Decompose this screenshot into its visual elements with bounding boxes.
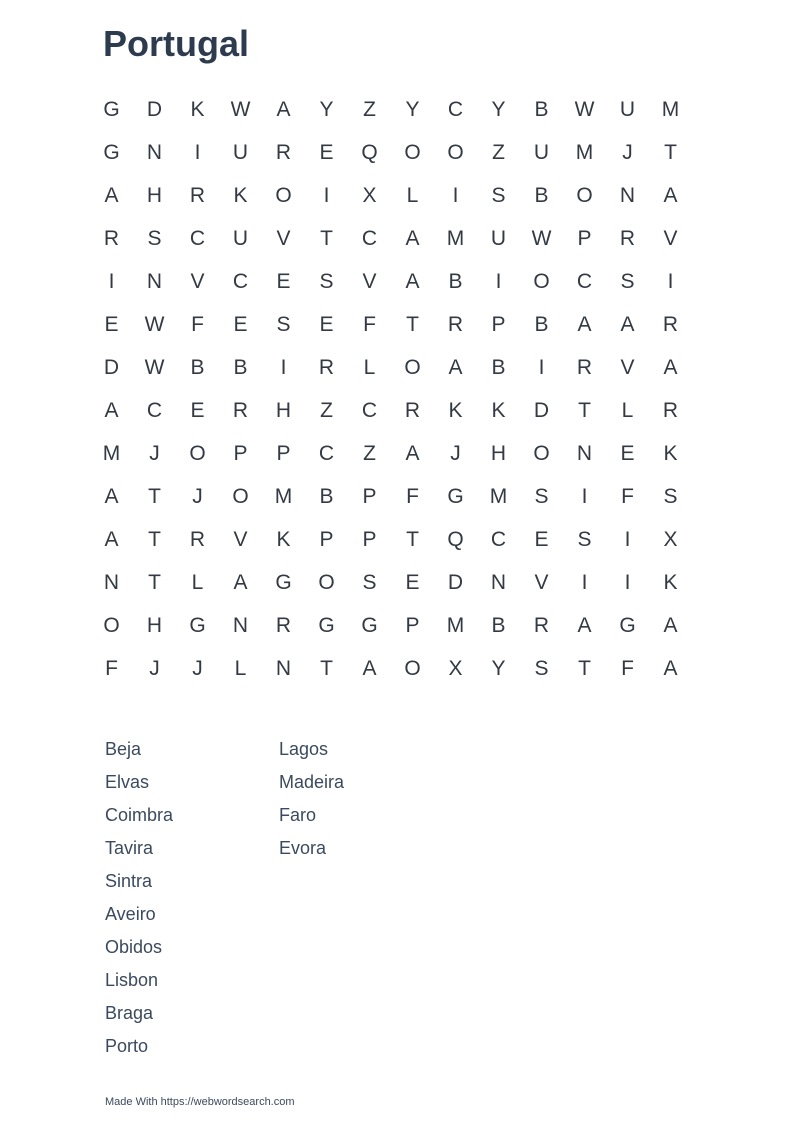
word-list-item: Porto [105, 1036, 149, 1056]
grid-letter: N [576, 441, 593, 465]
grid-letter: I [538, 355, 545, 379]
grid-letter: R [404, 398, 421, 422]
grid-letter: S [319, 269, 334, 293]
grid-letter: T [578, 398, 591, 422]
grid-letter: G [275, 570, 292, 594]
grid-letter: O [404, 656, 421, 680]
grid-letter: A [663, 656, 678, 680]
grid-letter: I [624, 527, 631, 551]
grid-letter: I [323, 183, 330, 207]
grid-letter: E [534, 527, 549, 551]
grid-letter: X [362, 183, 377, 207]
grid-letter: B [534, 312, 549, 336]
grid-letter: O [189, 441, 206, 465]
grid-letter: G [103, 97, 120, 121]
grid-letter: I [624, 570, 631, 594]
grid-letter: Y [491, 656, 506, 680]
grid-letter: L [406, 183, 419, 207]
grid-letter: D [533, 398, 550, 422]
grid-letter: B [534, 97, 549, 121]
grid-letter: G [318, 613, 335, 637]
grid-letter: O [232, 484, 249, 508]
grid-letter: M [446, 613, 465, 637]
grid-letter: H [275, 398, 292, 422]
grid-letter: O [533, 269, 550, 293]
grid-letter: P [491, 312, 506, 336]
word-list-item: Lisbon [105, 970, 159, 990]
grid-letter: I [667, 269, 674, 293]
grid-letter: W [574, 97, 595, 121]
word-list-item: Aveiro [105, 904, 156, 924]
grid-letter: X [663, 527, 678, 551]
grid-letter: J [192, 656, 203, 680]
grid-letter: R [662, 312, 679, 336]
grid-letter: T [148, 484, 161, 508]
word-list-item: Tavira [105, 838, 154, 858]
grid-letter: C [318, 441, 335, 465]
grid-letter: A [448, 355, 463, 379]
grid-letter: P [405, 613, 420, 637]
grid-letter: A [577, 312, 592, 336]
grid-letter: G [447, 484, 464, 508]
grid-letter: K [233, 183, 248, 207]
grid-letter: A [663, 355, 678, 379]
grid-letter: K [448, 398, 463, 422]
grid-letter: W [230, 97, 251, 121]
grid-letter: H [490, 441, 507, 465]
grid-letter: T [406, 312, 419, 336]
grid-letter: S [663, 484, 678, 508]
grid-letter: V [276, 226, 291, 250]
grid-letter: E [190, 398, 205, 422]
grid-letter: I [452, 183, 459, 207]
grid-letter: M [102, 441, 121, 465]
grid-letter: W [531, 226, 552, 250]
word-list-item: Evora [279, 838, 327, 858]
grid-letter: E [319, 312, 334, 336]
grid-letter: P [276, 441, 291, 465]
grid-letter: R [232, 398, 249, 422]
grid-letter: C [447, 97, 464, 121]
grid-letter: A [233, 570, 248, 594]
grid-letter: D [146, 97, 163, 121]
grid-letter: L [191, 570, 204, 594]
word-list-item: Madeira [279, 772, 345, 792]
grid-letter: A [663, 183, 678, 207]
grid-letter: T [578, 656, 591, 680]
grid-letter: R [533, 613, 550, 637]
grid-letter: N [146, 269, 163, 293]
grid-letter: M [489, 484, 508, 508]
grid-letter: M [575, 140, 594, 164]
grid-letter: I [581, 570, 588, 594]
grid-letter: F [621, 484, 634, 508]
word-list-item: Faro [279, 805, 317, 825]
grid-letter: I [495, 269, 502, 293]
grid-letter: N [103, 570, 120, 594]
grid-letter: F [406, 484, 419, 508]
grid-letter: F [363, 312, 376, 336]
grid-letter: E [620, 441, 635, 465]
grid-letter: R [103, 226, 120, 250]
grid-letter: K [190, 97, 205, 121]
grid-letter: R [189, 183, 206, 207]
grid-letter: X [448, 656, 463, 680]
grid-letter: U [232, 226, 249, 250]
grid-letter: B [233, 355, 248, 379]
grid-letter: R [447, 312, 464, 336]
grid-letter: F [191, 312, 204, 336]
grid-letter: N [275, 656, 292, 680]
grid-letter: T [320, 656, 333, 680]
grid-letter: A [405, 269, 420, 293]
grid-letter: S [276, 312, 291, 336]
grid-letter: P [319, 527, 334, 551]
word-list-item: Obidos [105, 937, 163, 957]
grid-letter: C [232, 269, 249, 293]
grid-letter: R [275, 613, 292, 637]
grid-letter: U [490, 226, 507, 250]
grid-letter: A [104, 527, 119, 551]
grid-letter: V [362, 269, 377, 293]
grid-letter: A [362, 656, 377, 680]
grid-letter: G [361, 613, 378, 637]
grid-letter: I [581, 484, 588, 508]
grid-letter: A [620, 312, 635, 336]
grid-letter: A [104, 183, 119, 207]
grid-letter: O [318, 570, 335, 594]
grid-letter: O [576, 183, 593, 207]
grid-letter: P [233, 441, 248, 465]
word-list-item: Coimbra [105, 805, 174, 825]
grid-letter: V [233, 527, 248, 551]
grid-letter: T [148, 527, 161, 551]
grid-letter: K [663, 441, 678, 465]
word-list-item: Elvas [105, 772, 150, 792]
grid-letter: T [406, 527, 419, 551]
grid-letter: U [232, 140, 249, 164]
grid-letter: A [663, 613, 678, 637]
grid-letter: M [274, 484, 293, 508]
letter-grid [90, 88, 692, 690]
grid-letter: K [663, 570, 678, 594]
grid-letter: J [192, 484, 203, 508]
grid-letter: C [189, 226, 206, 250]
grid-letter: E [233, 312, 248, 336]
grid-letter: G [619, 613, 636, 637]
grid-letter: V [663, 226, 678, 250]
grid-letter: A [104, 398, 119, 422]
grid-letter: Y [319, 97, 334, 121]
grid-letter: R [619, 226, 636, 250]
grid-letter: Y [491, 97, 506, 121]
grid-letter: R [275, 140, 292, 164]
grid-letter: R [576, 355, 593, 379]
grid-letter: C [146, 398, 163, 422]
grid-letter: K [491, 398, 506, 422]
grid-letter: B [534, 183, 549, 207]
grid-letter: C [490, 527, 507, 551]
grid-letter: U [619, 97, 636, 121]
grid-letter: B [319, 484, 334, 508]
grid-letter: J [149, 656, 160, 680]
grid-letter: V [190, 269, 205, 293]
grid-letter: I [108, 269, 115, 293]
grid-letter: B [190, 355, 205, 379]
grid-letter: A [104, 484, 119, 508]
word-list-item: Beja [105, 739, 142, 759]
grid-letter: O [533, 441, 550, 465]
grid-letter: P [362, 484, 377, 508]
grid-letter: T [320, 226, 333, 250]
grid-letter: P [362, 527, 377, 551]
grid-letter: R [662, 398, 679, 422]
grid-letter: L [234, 656, 247, 680]
grid-letter: W [144, 355, 165, 379]
grid-letter: F [621, 656, 634, 680]
grid-letter: I [194, 140, 201, 164]
grid-letter: E [104, 312, 119, 336]
grid-letter: A [405, 441, 420, 465]
grid-letter: V [534, 570, 549, 594]
grid-letter: N [146, 140, 163, 164]
word-list [105, 736, 453, 1066]
grid-letter: Z [363, 441, 376, 465]
grid-letter: H [146, 183, 163, 207]
grid-letter: O [275, 183, 292, 207]
grid-letter: E [319, 140, 334, 164]
grid-letter: Y [405, 97, 420, 121]
grid-letter: G [189, 613, 206, 637]
grid-letter: N [490, 570, 507, 594]
grid-letter: M [446, 226, 465, 250]
grid-letter: R [189, 527, 206, 551]
grid-letter: P [577, 226, 592, 250]
grid-letter: V [620, 355, 635, 379]
grid-letter: N [619, 183, 636, 207]
page-title: Portugal [103, 23, 250, 64]
grid-letter: D [103, 355, 120, 379]
grid-letter: S [491, 183, 506, 207]
grid-letter: T [148, 570, 161, 594]
grid-letter: S [534, 656, 549, 680]
grid-letter: O [103, 613, 120, 637]
grid-letter: S [362, 570, 377, 594]
grid-letter: C [361, 398, 378, 422]
grid-letter: J [622, 140, 633, 164]
grid-letter: B [491, 355, 506, 379]
grid-letter: H [146, 613, 163, 637]
grid-letter: B [491, 613, 506, 637]
grid-letter: A [276, 97, 291, 121]
grid-letter: L [363, 355, 376, 379]
grid-letter: C [361, 226, 378, 250]
grid-letter: B [448, 269, 463, 293]
grid-letter: C [576, 269, 593, 293]
grid-letter: O [404, 140, 421, 164]
grid-letter: O [447, 140, 464, 164]
grid-letter: E [276, 269, 291, 293]
grid-letter: G [103, 140, 120, 164]
word-list-item: Braga [105, 1003, 154, 1023]
grid-letter: J [149, 441, 160, 465]
grid-letter: W [144, 312, 165, 336]
grid-letter: S [577, 527, 592, 551]
grid-letter: A [577, 613, 592, 637]
word-list-item: Sintra [105, 871, 153, 891]
grid-letter: Q [361, 140, 378, 164]
grid-letter: S [620, 269, 635, 293]
grid-letter: Z [320, 398, 333, 422]
grid-letter: A [405, 226, 420, 250]
grid-letter: F [105, 656, 118, 680]
grid-letter: L [621, 398, 634, 422]
grid-letter: U [533, 140, 550, 164]
grid-letter: S [147, 226, 162, 250]
grid-letter: J [450, 441, 461, 465]
grid-letter: Q [447, 527, 464, 551]
grid-letter: D [447, 570, 464, 594]
grid-letter: T [664, 140, 677, 164]
grid-letter: I [280, 355, 287, 379]
footer-credit: Made With https://webwordsearch.com [105, 1096, 295, 1108]
grid-letter: Z [363, 97, 376, 121]
grid-letter: R [318, 355, 335, 379]
grid-letter: Z [492, 140, 505, 164]
grid-letter: K [276, 527, 291, 551]
word-list-item: Lagos [279, 739, 329, 759]
grid-letter: S [534, 484, 549, 508]
grid-letter: M [661, 97, 680, 121]
grid-letter: N [232, 613, 249, 637]
grid-letter: O [404, 355, 421, 379]
grid-letter: E [405, 570, 420, 594]
